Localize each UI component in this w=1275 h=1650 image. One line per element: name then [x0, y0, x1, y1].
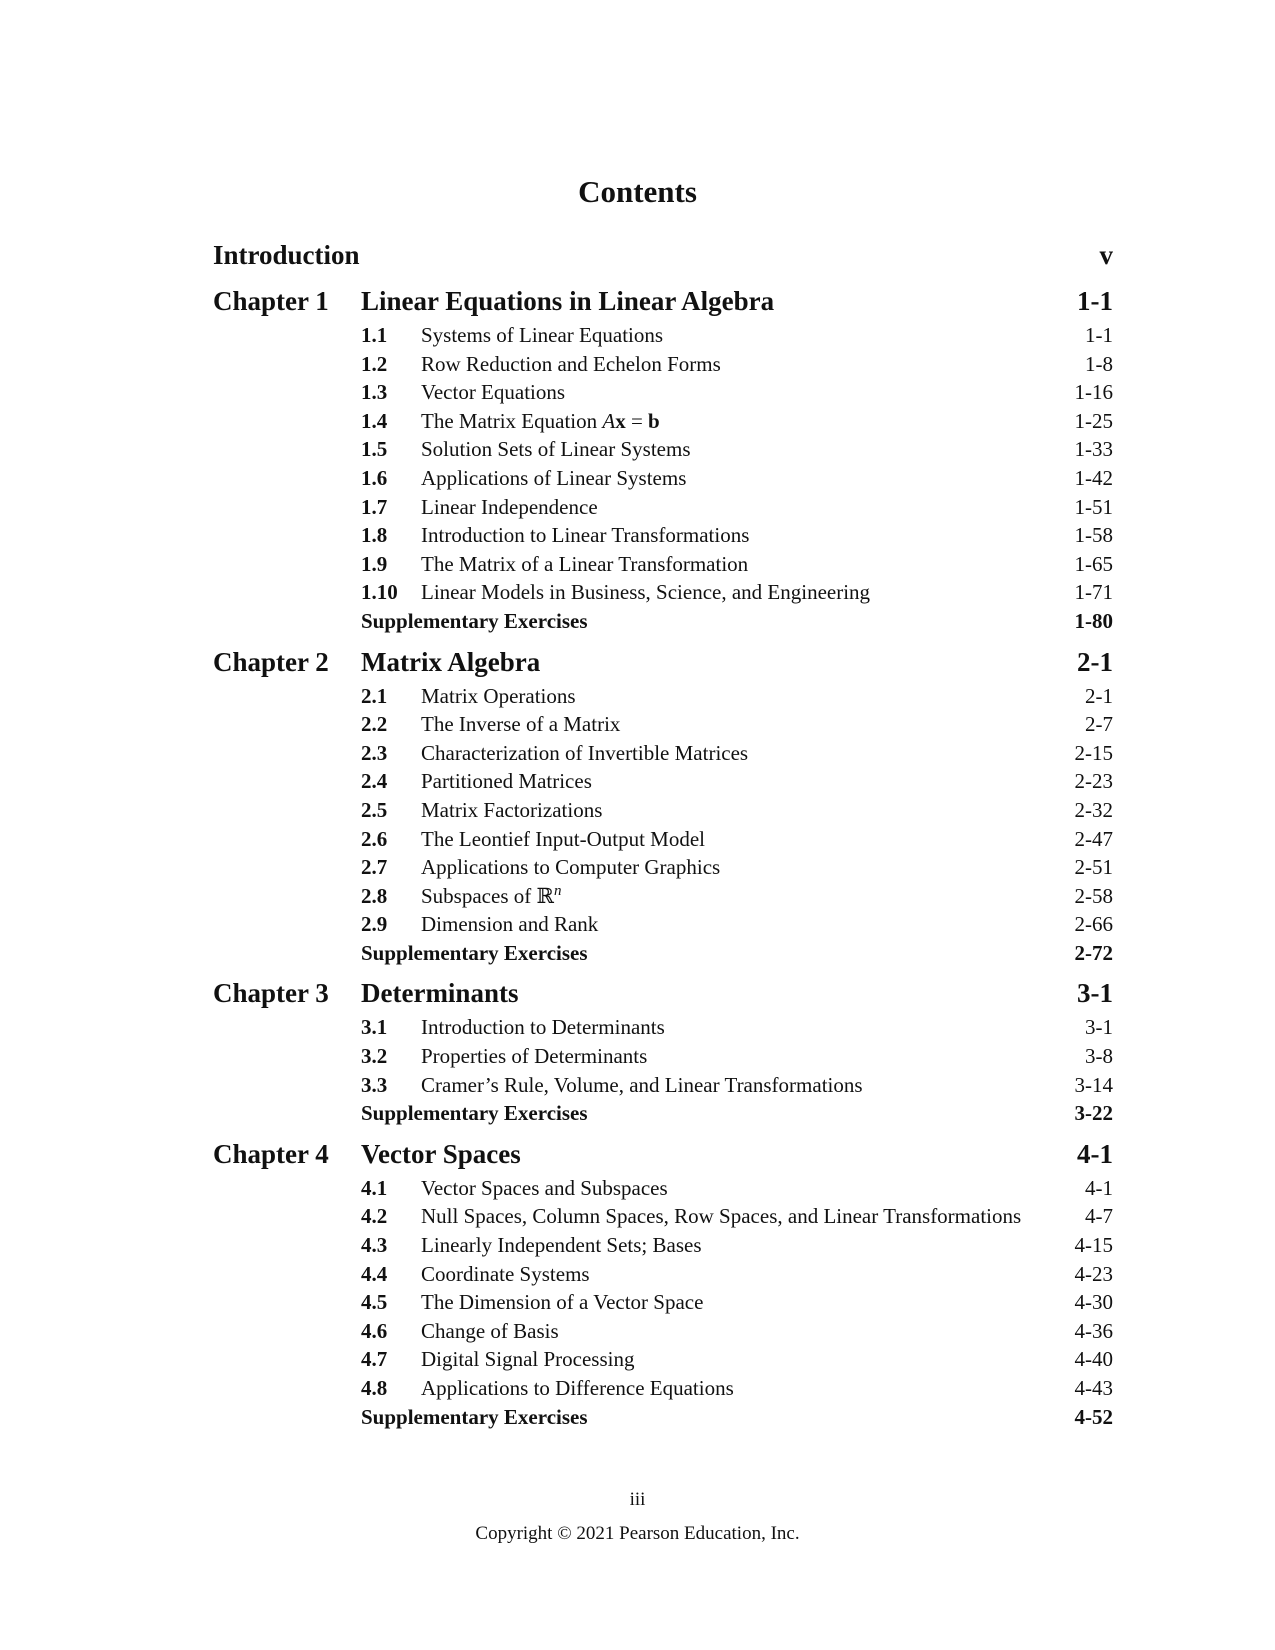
section-row[interactable] [361, 521, 1113, 550]
section-row[interactable] [361, 464, 1113, 493]
section-number: 3.3 [361, 1072, 388, 1097]
section-number: 4.7 [361, 1347, 388, 1372]
section-number: 1.7 [361, 494, 388, 519]
section-row[interactable] [361, 1317, 1113, 1346]
supplementary-exercises-row[interactable] [361, 939, 1113, 968]
section-row[interactable] [361, 825, 1113, 854]
section-number: 1.3 [361, 380, 388, 405]
title-text: Subspaces of [421, 883, 537, 908]
section-number: 2.5 [361, 797, 388, 822]
supplementary-exercises-row[interactable] [361, 1403, 1113, 1432]
section-number: 4.4 [361, 1261, 388, 1286]
section-row[interactable] [361, 435, 1113, 464]
section-title: Coordinate Systems [421, 1261, 590, 1286]
introduction-page: v [1099, 240, 1113, 270]
section-row[interactable] [361, 378, 1113, 407]
section-page: 4-36 [1074, 1318, 1113, 1343]
section-title [421, 882, 561, 911]
section-page: 1-25 [1074, 408, 1113, 433]
section-number: 2.1 [361, 683, 388, 708]
section-number: 4.2 [361, 1204, 388, 1229]
section-number: 1.9 [361, 551, 388, 576]
chapter-block [213, 281, 1113, 636]
section-title: Applications of Linear Systems [421, 465, 687, 490]
section-page: 4-43 [1074, 1376, 1113, 1400]
chapter-heading-row[interactable] [213, 281, 1113, 321]
section-title: Matrix Operations [421, 683, 576, 708]
chapter-title: Vector Spaces [361, 1138, 521, 1169]
section-number: 1.2 [361, 351, 388, 376]
math-real-numbers: ℝ [536, 883, 554, 908]
section-row[interactable] [361, 682, 1113, 711]
chapter-page: 2-1 [1077, 646, 1113, 677]
chapter-heading-row[interactable] [213, 973, 1113, 1013]
section-row[interactable] [361, 1071, 1113, 1100]
section-number: 4.5 [361, 1290, 388, 1315]
toc-introduction-row[interactable] [213, 235, 1113, 275]
section-page: 4-15 [1074, 1233, 1113, 1258]
supplementary-title: Supplementary Exercises [361, 940, 588, 965]
copyright-notice: Copyright © 2021 Pearson Education, Inc. [475, 1523, 800, 1544]
section-page: 4-40 [1074, 1347, 1113, 1372]
section-row[interactable] [361, 550, 1113, 579]
section-page: 1-1 [1085, 323, 1113, 347]
section-number: 4.3 [361, 1233, 388, 1258]
supplementary-title: Supplementary Exercises [361, 1404, 588, 1429]
section-title: Vector Equations [421, 380, 566, 405]
supplementary-title: Supplementary Exercises [361, 1101, 588, 1126]
chapter-label: Chapter 1 [213, 286, 329, 316]
section-page: 2-32 [1074, 797, 1113, 822]
section-row[interactable] [361, 1260, 1113, 1289]
supplementary-exercises-row[interactable] [361, 607, 1113, 636]
supplementary-page: 4-52 [1074, 1404, 1113, 1429]
section-number: 2.2 [361, 712, 388, 737]
section-page: 2-15 [1074, 740, 1113, 765]
section-row[interactable] [361, 1013, 1113, 1042]
page-title: Contents [578, 174, 697, 209]
section-title: Digital Signal Processing [421, 1347, 635, 1372]
chapter-page: 4-1 [1077, 1138, 1113, 1169]
chapter-heading-row[interactable] [213, 1134, 1113, 1174]
section-list [361, 321, 1113, 636]
section-row[interactable] [361, 1174, 1113, 1203]
math-variable-A: A [602, 408, 616, 433]
section-title: Matrix Factorizations [421, 797, 603, 822]
section-page: 1-16 [1074, 380, 1113, 405]
chapter-block [213, 1134, 1113, 1431]
math-equals: = [625, 408, 649, 433]
section-number: 1.4 [361, 408, 388, 433]
section-number: 1.8 [361, 523, 388, 548]
section-row[interactable] [361, 350, 1113, 379]
section-list [361, 1174, 1113, 1431]
section-row[interactable] [361, 407, 1113, 436]
section-page: 1-51 [1074, 494, 1113, 519]
section-title [421, 407, 660, 436]
section-row[interactable] [361, 1374, 1113, 1403]
section-title: Change of Basis [421, 1318, 559, 1343]
chapter-block [213, 642, 1113, 968]
section-row[interactable] [361, 739, 1113, 768]
section-title: Dimension and Rank [421, 912, 599, 937]
section-title: Linearly Independent Sets; Bases [421, 1233, 702, 1258]
section-title: Linear Independence [421, 494, 598, 519]
section-title: Solution Sets of Linear Systems [421, 437, 691, 462]
page-number: iii [629, 1489, 646, 1510]
section-page: 4-1 [1085, 1175, 1113, 1200]
section-title: Introduction to Linear Transformations [421, 523, 750, 548]
section-number: 2.6 [361, 826, 388, 851]
supplementary-exercises-row[interactable] [361, 1099, 1113, 1128]
title-text: The Matrix Equation [421, 408, 603, 433]
chapter-title: Matrix Algebra [361, 646, 541, 677]
section-row[interactable] [361, 1231, 1113, 1260]
section-page: 3-14 [1074, 1072, 1113, 1097]
section-page: 2-47 [1074, 826, 1113, 851]
section-page: 1-42 [1074, 465, 1113, 490]
section-page: 1-71 [1074, 580, 1113, 605]
chapter-title: Determinants [361, 978, 519, 1009]
section-page: 1-33 [1074, 437, 1113, 462]
section-page: 3-1 [1085, 1015, 1113, 1040]
section-title: Applications to Difference Equations [421, 1376, 734, 1400]
section-title: Partitioned Matrices [421, 769, 592, 794]
math-vector-x: x [615, 408, 626, 433]
supplementary-page: 3-22 [1074, 1101, 1113, 1126]
introduction-label: Introduction [213, 240, 360, 270]
section-row[interactable] [361, 1345, 1113, 1374]
section-row[interactable] [361, 493, 1113, 522]
section-title: Applications to Computer Graphics [421, 855, 721, 880]
section-row[interactable] [361, 767, 1113, 796]
section-number: 1.10 [361, 580, 398, 605]
section-page: 4-23 [1074, 1261, 1113, 1286]
chapters-list [213, 281, 1113, 1431]
section-number: 4.6 [361, 1318, 388, 1343]
section-number: 3.2 [361, 1044, 388, 1069]
chapter-page: 1-1 [1077, 286, 1113, 316]
section-page: 1-65 [1074, 551, 1113, 576]
section-title: Systems of Linear Equations [421, 323, 664, 347]
section-number: 2.3 [361, 740, 388, 765]
math-exponent-n: n [553, 882, 562, 899]
section-number: 1.1 [361, 323, 388, 347]
section-page: 2-7 [1085, 712, 1113, 737]
table-of-contents [213, 235, 1113, 1431]
chapter-label: Chapter 3 [213, 978, 329, 1009]
section-number: 3.1 [361, 1015, 388, 1040]
supplementary-page: 2-72 [1074, 940, 1113, 965]
section-number: 1.6 [361, 465, 388, 490]
math-vector-b: b [648, 408, 660, 433]
section-row[interactable] [361, 853, 1113, 882]
section-list [361, 682, 1113, 968]
section-page: 4-30 [1074, 1290, 1113, 1315]
section-title: Properties of Determinants [421, 1044, 648, 1069]
section-number: 1.5 [361, 437, 388, 462]
section-row[interactable] [361, 910, 1113, 939]
section-page: 2-1 [1085, 683, 1113, 708]
section-row[interactable] [361, 321, 1113, 350]
section-page: 3-8 [1085, 1044, 1113, 1069]
chapter-heading-row[interactable] [213, 642, 1113, 682]
section-title: Vector Spaces and Subspaces [421, 1175, 668, 1200]
supplementary-page: 1-80 [1074, 608, 1113, 633]
section-number: 2.4 [361, 769, 388, 794]
section-number: 2.8 [361, 883, 388, 908]
chapter-title: Linear Equations in Linear Algebra [361, 286, 775, 316]
section-page: 2-23 [1074, 769, 1113, 794]
chapter-label: Chapter 4 [213, 1138, 329, 1169]
chapter-page: 3-1 [1077, 978, 1113, 1009]
section-title: Cramer’s Rule, Volume, and Linear Transformations [421, 1072, 863, 1097]
section-title: The Dimension of a Vector Space [421, 1290, 704, 1315]
section-page: 2-66 [1074, 912, 1113, 937]
chapter-block [213, 973, 1113, 1127]
section-page: 2-51 [1074, 855, 1113, 880]
section-number: 4.8 [361, 1376, 388, 1400]
section-row[interactable] [361, 1202, 1113, 1231]
section-title: The Matrix of a Linear Transformation [421, 551, 749, 576]
section-list [361, 1013, 1113, 1127]
section-row[interactable] [361, 882, 1113, 911]
section-title: Row Reduction and Echelon Forms [421, 351, 721, 376]
section-number: 2.9 [361, 912, 388, 937]
section-title: Linear Models in Business, Science, and Engineering [421, 580, 871, 605]
section-title: Characterization of Invertible Matrices [421, 740, 749, 765]
section-row[interactable] [361, 796, 1113, 825]
supplementary-title: Supplementary Exercises [361, 608, 588, 633]
chapter-label: Chapter 2 [213, 646, 329, 677]
section-page: 4-7 [1085, 1204, 1113, 1229]
section-row[interactable] [361, 1042, 1113, 1071]
section-page: 2-58 [1074, 883, 1113, 908]
section-row[interactable] [361, 710, 1113, 739]
section-title: Null Spaces, Column Spaces, Row Spaces, and Linear Transformations [421, 1204, 1022, 1229]
section-page: 1-58 [1074, 523, 1113, 548]
section-number: 2.7 [361, 855, 388, 880]
section-title: The Inverse of a Matrix [421, 712, 621, 737]
section-title: The Leontief Input-Output Model [421, 826, 706, 851]
section-number: 4.1 [361, 1175, 388, 1200]
section-row[interactable] [361, 1288, 1113, 1317]
section-row[interactable] [361, 578, 1113, 607]
section-page: 1-8 [1085, 351, 1113, 376]
section-title: Introduction to Determinants [421, 1015, 665, 1040]
